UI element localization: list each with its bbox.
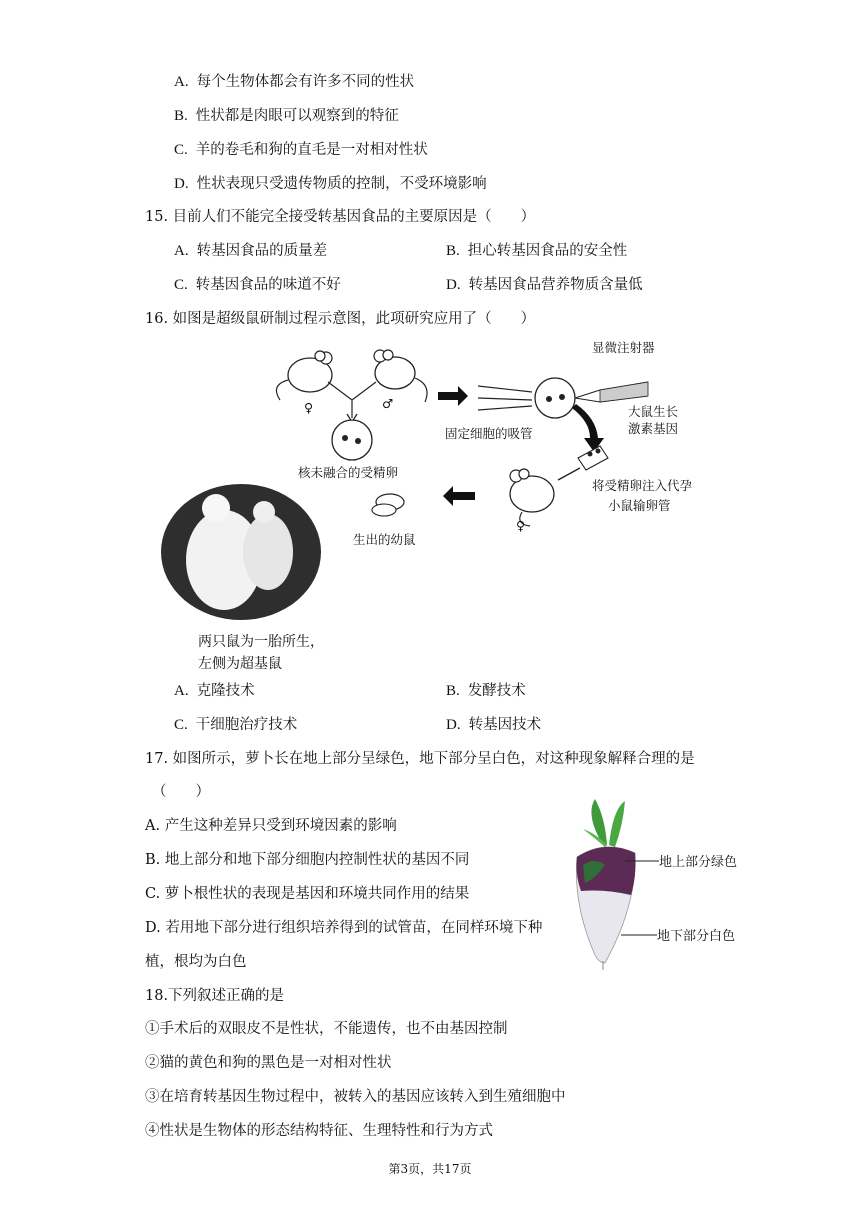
q18-stem: 18.下列叙述正确的是	[145, 988, 285, 1004]
q15-option-a: A. 转基因食品的质量差	[174, 243, 328, 259]
gene-label-line1: 大鼠生长	[628, 404, 679, 419]
holding-pipette-label: 固定细胞的吸管	[445, 426, 533, 441]
q17-stem-line1: 17. 如图所示，萝卜长在地上部分呈绿色，地下部分呈白色，对这种现象解释合理的是	[145, 751, 695, 767]
q14-option-a: A. 每个生物体都会有许多不同的性状	[174, 74, 415, 90]
super-mouse-diagram	[160, 330, 720, 680]
q18-item-1: ①手术后的双眼皮不是性状，不能遗传，也不由基因控制	[145, 1021, 508, 1037]
microinjector-label: 显微注射器	[592, 340, 655, 355]
q17-option-d: D. 若用地下部分进行组织培养得到的试管苗，在同样环境下种	[145, 920, 543, 936]
radish-label-bottom: 地下部分白色	[657, 929, 736, 944]
photo-caption-line2: 左侧为超基鼠	[198, 656, 282, 672]
q16-option-a: A. 克隆技术	[174, 683, 255, 699]
newborn-label: 生出的幼鼠	[353, 532, 416, 547]
unfused-egg-label: 核未融合的受精卵	[298, 465, 399, 480]
female-symbol: ♀	[304, 400, 314, 415]
q16-stem: 16. 如图是超级鼠研制过程示意图，此项研究应用了（ ）	[145, 311, 536, 327]
super-mouse-photo	[161, 484, 321, 620]
radish-leaves-icon	[583, 799, 625, 847]
microinjection-icon	[478, 378, 648, 418]
right-arrow-icon	[438, 386, 468, 406]
q18-item-3: ③在培育转基因生物过程中，被转入的基因应该转入到生殖细胞中	[145, 1089, 566, 1105]
male-mouse-icon	[374, 350, 427, 402]
q15-option-c: C. 转基因食品的味道不好	[174, 277, 341, 293]
q16-option-d: D. 转基因技术	[446, 717, 542, 733]
photo-caption-line1: 两只鼠为一胎所生，	[198, 634, 324, 650]
radish-label-top: 地上部分绿色	[659, 855, 738, 870]
inject-label-line1: 将受精卵注入代孕	[592, 478, 693, 493]
q15-option-d: D. 转基因食品营养物质含量低	[446, 277, 643, 293]
surrogate-female-symbol: ♀	[516, 518, 526, 533]
male-symbol: ♂	[382, 396, 394, 411]
q14-option-c: C. 羊的卷毛和狗的直毛是一对相对性状	[174, 142, 428, 158]
inject-label-line2: 小鼠输卵管	[608, 498, 671, 513]
radish-root-icon	[576, 847, 635, 970]
gene-label-line2: 激素基因	[628, 421, 679, 436]
q17-option-a: A. 产生这种差异只受到环境因素的影响	[145, 818, 397, 834]
q15-option-b: B. 担心转基因食品的安全性	[446, 243, 628, 259]
q17-option-b: B. 地上部分和地下部分细胞内控制性状的基因不同	[145, 852, 470, 868]
newborn-mouse-icon	[372, 494, 404, 516]
q14-option-b: B. 性状都是肉眼可以观察到的特征	[174, 108, 399, 124]
q14-option-d: D. 性状表现只受遗传物质的控制，不受环境影响	[174, 176, 487, 192]
q17-option-c: C. 萝卜根性状的表现是基因和环境共同作用的结果	[145, 886, 470, 902]
female-mouse-icon	[276, 351, 332, 400]
down-arrow-icon	[572, 404, 604, 452]
fertilized-egg-icon	[332, 420, 372, 460]
left-arrow-icon	[443, 486, 475, 506]
q18-item-4: ④性状是生物体的形态结构特征、生理特性和行为方式	[145, 1123, 493, 1139]
q18-item-2: ②猫的黄色和狗的黑色是一对相对性状	[145, 1055, 392, 1071]
injection-pipette-icon	[558, 446, 608, 480]
q17-option-d-continued: 植，根均为白色	[145, 954, 247, 970]
q16-option-b: B. 发酵技术	[446, 683, 526, 699]
q17-stem-line2: （ ）	[152, 784, 210, 800]
q16-option-c: C. 干细胞治疗技术	[174, 717, 298, 733]
page-footer: 第3页，共17页	[388, 1162, 472, 1176]
q15-stem: 15. 目前人们不能完全接受转基因食品的主要原因是（ ）	[145, 209, 536, 225]
radish-figure	[565, 795, 755, 970]
